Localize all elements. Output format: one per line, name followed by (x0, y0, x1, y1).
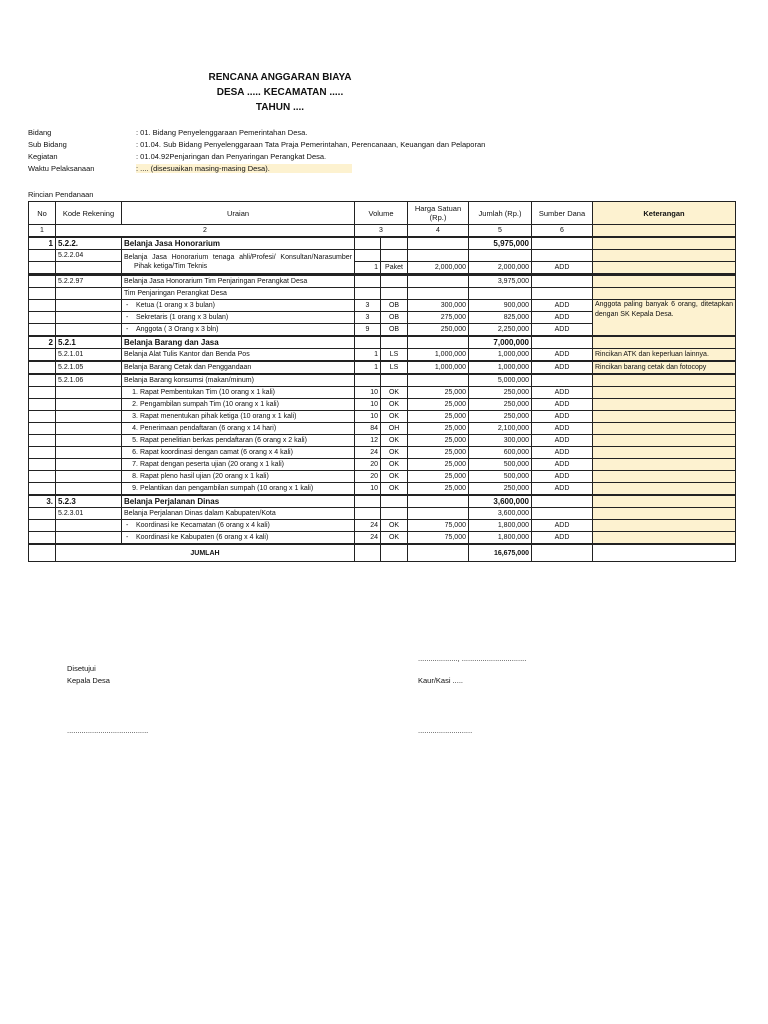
doc-title-line1: RENCANA ANGGARAN BIAYA (208, 72, 352, 83)
head-name-line: ....................................... (67, 726, 149, 735)
table-row (29, 349, 736, 361)
item-marker: 3. (132, 413, 138, 420)
jumlah-cell: 2,000,000 (469, 262, 532, 274)
uraian-cell (122, 399, 355, 411)
uraian-cell: Belanja Alat Tulis Kantor dan Benda Pos (122, 349, 355, 361)
uraian-cell: Belanja Barang Cetak dan Penggandaan (122, 362, 355, 374)
empty-cell (593, 225, 736, 237)
jumlah-cell: 500,000 (469, 459, 532, 471)
table-row (29, 387, 736, 399)
item-marker: 1. (132, 389, 138, 396)
unit-cell: OK (381, 435, 408, 447)
section-no: 2 (29, 337, 56, 349)
jumlah-cell: 250,000 (469, 483, 532, 495)
vol-cell: 12 (355, 435, 381, 447)
unit-cell: OB (381, 300, 408, 312)
unit-cell: OK (381, 483, 408, 495)
total-value: 16,675,000 (469, 545, 532, 562)
harga-cell: 250,000 (408, 324, 469, 336)
unit-cell: OB (381, 324, 408, 336)
item-text: Koordinasi ke Kabupaten (6 orang x 4 kali) (136, 534, 269, 541)
uraian-cell: Belanja Jasa Honorarium Tim Penjaringan Perangkat Desa (122, 276, 355, 288)
konsumsi-items (29, 387, 736, 495)
harga-cell: 1,000,000 (408, 362, 469, 374)
table-row (29, 276, 736, 288)
col-keterangan: Keterangan (593, 202, 736, 225)
section-uraian: Belanja Jasa Honorarium (122, 238, 355, 250)
col-number: 3 (355, 225, 408, 237)
harga-cell: 25,000 (408, 483, 469, 495)
item-text: Pengambilan sumpah Tim (10 orang x 1 kali) (140, 401, 279, 408)
section-jumlah: 5,975,000 (469, 238, 532, 250)
harga-cell: 25,000 (408, 423, 469, 435)
info-value: : 01.04.92Penjaringan dan Penyaringan Perangkat Desa. (136, 152, 327, 161)
harga-cell: 25,000 (408, 447, 469, 459)
vol-cell: 20 (355, 459, 381, 471)
info-label: Bidang (28, 128, 52, 137)
jumlah-cell: 3,600,000 (469, 508, 532, 520)
jumlah-cell: 900,000 (469, 300, 532, 312)
unit-cell: OK (381, 459, 408, 471)
item-text: Rapat koordinasi dengan camat (6 orang x 4 kali) (140, 449, 293, 456)
vol-cell: 1 (355, 262, 381, 274)
table-row (29, 471, 736, 483)
unit-cell: OK (381, 447, 408, 459)
table-row (29, 411, 736, 423)
vol-cell: 24 (355, 532, 381, 544)
harga-cell: 25,000 (408, 459, 469, 471)
keterangan-cell: Rincikan ATK dan keperluan lainnya. (593, 349, 736, 361)
uraian-cell (122, 312, 355, 324)
approved-label: Disetujui (67, 664, 96, 673)
sumber-cell: ADD (532, 520, 593, 532)
col-number: 1 (29, 225, 56, 237)
section-kode: 5.2.3 (56, 496, 122, 508)
col-volume: Volume (355, 202, 408, 225)
vol-cell: 24 (355, 520, 381, 532)
info-value: : 01. Bidang Penyelenggaraan Pemerintahan Desa. (136, 128, 308, 137)
item-marker: - (126, 534, 129, 541)
col-number: 2 (56, 225, 355, 237)
kaur-title: Kaur/Kasi ..... (418, 676, 464, 685)
col-sumber: Sumber Dana (532, 202, 593, 225)
info-label: Kegiatan (28, 152, 58, 161)
table-header (29, 202, 736, 225)
item-text: Rapat pleno hasil ujian (20 orang x 1 kali) (140, 473, 269, 480)
vol-cell: 10 (355, 387, 381, 399)
section-kode: 5.2.2. (56, 238, 122, 250)
sumber-cell: ADD (532, 447, 593, 459)
uraian-cell (122, 300, 355, 312)
item-marker: 5. (132, 437, 138, 444)
info-value: : 01.04. Sub Bidang Penyelenggaraan Tata Praja Pemerintahan, Perencanaan, Keuangan dan Pelaporan (136, 140, 486, 149)
kode-cell: 5.2.1.05 (56, 362, 122, 374)
col-no: No (29, 202, 56, 225)
col-number: 6 (532, 225, 593, 237)
sumber-cell: ADD (532, 435, 593, 447)
harga-cell: 275,000 (408, 312, 469, 324)
item-marker: - (126, 314, 129, 321)
sumber-cell: ADD (532, 324, 593, 336)
vol-cell: 24 (355, 447, 381, 459)
jumlah-cell: 600,000 (469, 447, 532, 459)
item-marker: 6. (132, 449, 138, 456)
kode-cell: 5.2.2.04 (56, 250, 122, 262)
harga-cell: 25,000 (408, 435, 469, 447)
section-no: 1 (29, 238, 56, 250)
unit-cell: OK (381, 411, 408, 423)
harga-cell: 300,000 (408, 300, 469, 312)
table-row (29, 532, 736, 544)
jumlah-cell: 1,000,000 (469, 349, 532, 361)
total-row (29, 545, 736, 562)
uraian-cell (122, 532, 355, 544)
uraian-cell (122, 471, 355, 483)
info-label: Waktu Pelaksanaan (28, 164, 95, 173)
uraian-cell (122, 324, 355, 336)
item-text: Rapat penelitian berkas pendaftaran (6 orang x 2 kali) (140, 437, 307, 444)
jumlah-cell: 2,250,000 (469, 324, 532, 336)
uraian-cell (122, 435, 355, 447)
item-text: Pelantikan dan pengambilan sumpah (10 orang x 1 kali) (140, 485, 314, 492)
item-text: Rapat dengan peserta ujian (20 orang x 1 kali) (140, 461, 284, 468)
uraian-cell (122, 483, 355, 495)
budget-table (28, 201, 736, 562)
table-row (29, 423, 736, 435)
harga-cell: 75,000 (408, 532, 469, 544)
vol-cell: 3 (355, 300, 381, 312)
vol-cell: 10 (355, 399, 381, 411)
table-row (29, 520, 736, 532)
harga-cell: 25,000 (408, 399, 469, 411)
col-harga: Harga Satuan (Rp.) (408, 202, 469, 225)
item-text: Sekretaris (1 orang x 3 bulan) (136, 314, 229, 321)
col-uraian: Uraian (122, 202, 355, 225)
table-row (29, 399, 736, 411)
vol-cell: 20 (355, 471, 381, 483)
harga-cell: 75,000 (408, 520, 469, 532)
section-uraian: Belanja Perjalanan Dinas (122, 496, 355, 508)
sumber-cell: ADD (532, 262, 593, 274)
head-title: Kepala Desa (67, 676, 110, 685)
sumber-cell: ADD (532, 349, 593, 361)
section-no: 3. (29, 496, 56, 508)
sumber-cell: ADD (532, 399, 593, 411)
item-marker: - (126, 302, 129, 309)
uraian-cell (122, 423, 355, 435)
jumlah-cell: 5,000,000 (469, 375, 532, 387)
item-text: Penerimaan pendaftaran (6 orang x 14 hari) (140, 425, 277, 432)
vol-cell: 84 (355, 423, 381, 435)
unit-cell: OK (381, 520, 408, 532)
jumlah-cell: 250,000 (469, 399, 532, 411)
unit-cell: OK (381, 387, 408, 399)
keterangan-cell: Anggota paling banyak 6 orang, ditetapkan dengan SK Kepala Desa. (593, 300, 736, 336)
table-row (29, 375, 736, 387)
kode-cell: 5.2.1.01 (56, 349, 122, 361)
vol-cell: 10 (355, 411, 381, 423)
item-text: Anggota ( 3 Orang x 3 bln) (136, 326, 219, 333)
harga-cell: 25,000 (408, 387, 469, 399)
sumber-cell: ADD (532, 532, 593, 544)
col-kode: Kode Rekening (56, 202, 122, 225)
uraian-cell: Belanja Perjalanan Dinas dalam Kabupaten/Kota (122, 508, 355, 520)
uraian-cell: Belanja Barang konsumsi (makan/minum) (122, 375, 355, 387)
kode-cell: 5.2.2.97 (56, 276, 122, 288)
info-label: Sub Bidang (28, 140, 67, 149)
vol-cell: 1 (355, 349, 381, 361)
uraian-cell: Belanja Jasa Honorarium tenaga ahli/Profesi/ Konsultan/Narasumber Pihak ketiga/Tim Teknis (122, 250, 355, 274)
section-jumlah: 3,600,000 (469, 496, 532, 508)
item-text: Ketua (1 orang x 3 bulan) (136, 302, 215, 309)
item-text: Koordinasi ke Kecamatan (6 orang x 4 kali) (136, 522, 270, 529)
jumlah-cell: 250,000 (469, 387, 532, 399)
sumber-cell: ADD (532, 459, 593, 471)
unit-cell: OK (381, 471, 408, 483)
table-row (29, 250, 736, 262)
jumlah-cell: 250,000 (469, 411, 532, 423)
jumlah-cell: 2,100,000 (469, 423, 532, 435)
jumlah-cell: 1,800,000 (469, 532, 532, 544)
col-number: 5 (469, 225, 532, 237)
item-text: Pihak ketiga/Tim Teknis (134, 262, 208, 270)
sumber-cell: ADD (532, 300, 593, 312)
table-row (29, 508, 736, 520)
kode-cell: 5.2.3.01 (56, 508, 122, 520)
item-marker: 8. (132, 473, 138, 480)
info-value: : .... (disesuaikan masing-masing Desa). (136, 164, 352, 173)
total-label: JUMLAH (56, 545, 355, 562)
kode-cell: 5.2.1.06 (56, 375, 122, 387)
doc-title-line2: DESA ..... KECAMATAN ..... (216, 87, 344, 98)
doc-title-line3: TAHUN .... (255, 102, 305, 113)
keterangan-cell: Rincikan barang cetak dan fotocopy (593, 362, 736, 374)
harga-cell: 1,000,000 (408, 349, 469, 361)
sumber-cell: ADD (532, 471, 593, 483)
sumber-cell: ADD (532, 483, 593, 495)
table-row (29, 288, 736, 300)
unit-cell: OB (381, 312, 408, 324)
col-number: 4 (408, 225, 469, 237)
unit-cell: OK (381, 532, 408, 544)
section-uraian: Belanja Barang dan Jasa (122, 337, 355, 349)
sumber-cell: ADD (532, 387, 593, 399)
jumlah-cell: 1,000,000 (469, 362, 532, 374)
uraian-cell (122, 411, 355, 423)
section-row (29, 496, 736, 508)
sumber-cell: ADD (532, 312, 593, 324)
sumber-cell: ADD (532, 411, 593, 423)
section-row (29, 238, 736, 250)
vol-cell: 1 (355, 362, 381, 374)
uraian-subtitle: Tim Penjaringan Perangkat Desa (122, 288, 355, 300)
rincian-label: Rincian Pendanaan (28, 190, 94, 199)
table-row (29, 459, 736, 471)
vol-cell: 3 (355, 312, 381, 324)
jumlah-cell: 3,975,000 (469, 276, 532, 288)
jumlah-cell: 300,000 (469, 435, 532, 447)
jumlah-cell: 1,800,000 (469, 520, 532, 532)
unit-cell: LS (381, 349, 408, 361)
column-number-row (29, 225, 736, 237)
vol-cell: 9 (355, 324, 381, 336)
unit-cell: OH (381, 423, 408, 435)
table-row (29, 362, 736, 374)
harga-cell: 25,000 (408, 411, 469, 423)
sumber-cell: ADD (532, 423, 593, 435)
item-marker: - (126, 522, 129, 529)
item-marker: - (126, 326, 129, 333)
col-jumlah: Jumlah (Rp.) (469, 202, 532, 225)
uraian-cell (122, 459, 355, 471)
harga-cell: 2,000,000 (408, 262, 469, 274)
item-text: Rapat Pembentukan Tim (10 orang x 1 kali) (140, 389, 276, 396)
item-marker: 9. (132, 485, 138, 492)
uraian-cell (122, 447, 355, 459)
jumlah-cell: 825,000 (469, 312, 532, 324)
sumber-cell: ADD (532, 362, 593, 374)
table-row (29, 300, 736, 312)
harga-cell: 25,000 (408, 471, 469, 483)
unit-cell: OK (381, 399, 408, 411)
table-row (29, 447, 736, 459)
item-marker: 4. (132, 425, 138, 432)
section-jumlah: 7,000,000 (469, 337, 532, 349)
unit-cell: Paket (381, 262, 408, 274)
uraian-cell (122, 387, 355, 399)
kaur-name-line: .......................... (418, 726, 473, 735)
place-date: ..................., ............................... (418, 654, 527, 663)
vol-cell: 10 (355, 483, 381, 495)
item-marker: 2. (132, 401, 138, 408)
section-row (29, 337, 736, 349)
item-marker: 7. (132, 461, 138, 468)
table-row (29, 483, 736, 495)
item-text: Rapat menentukan pihak ketiga (10 orang x 1 kali) (140, 413, 297, 420)
unit-cell: LS (381, 362, 408, 374)
table-row (29, 435, 736, 447)
section-kode: 5.2.1 (56, 337, 122, 349)
jumlah-cell: 500,000 (469, 471, 532, 483)
uraian-cell (122, 520, 355, 532)
